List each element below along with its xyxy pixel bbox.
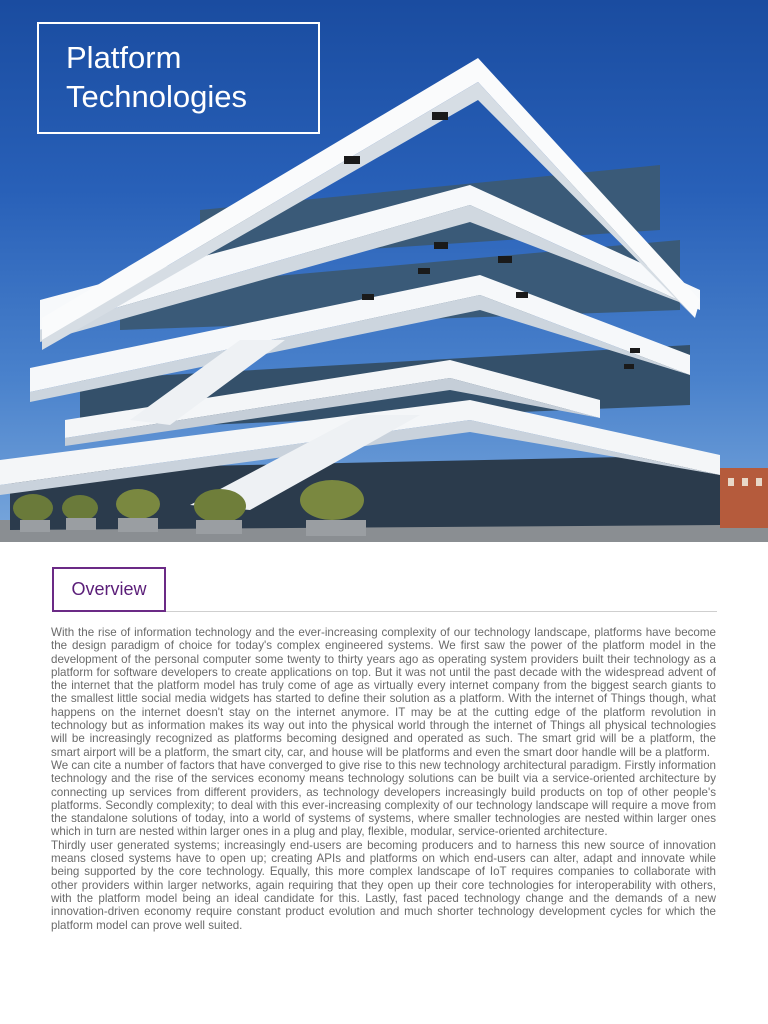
paragraph: Thirdly user generated systems; increasingly end-users are becoming producers and to harness this new source of innovation means closed systems have to open up; creating APIs and platforms on which end-users can alter, adapt and innovate while being supported by the core technology. Equally, this more complex landscape of IoT requires companies to collaborate with other providers within larger networks, again requiring that they open up their core technologies for interoperability with others, with the platform model being an ideal candidate for this. Lastly, fast paced technology change and the demands of a new innovation-driven economy require constant product evolution and much shorter technology development cycles for which the platform model can prove well suited.	[51, 838, 716, 932]
title-box	[37, 22, 320, 134]
divider	[166, 611, 717, 612]
paragraph: We can cite a number of factors that have converged to give rise to this new technology architectural paradigm. Firstly information technology and the rise of the services economy means technology solutions can be built via a service-oriented architecture by connecting up services from different providers, as technology developers increasingly build products on top of other people's platforms. Secondly complexity; to deal with this ever-increasing complexity of our technology landscape will require a move from the standalone solutions of today, into a world of systems of systems, where smaller technologies are nested within larger ones which in turn are nested within larger ones in a plug and play, flexible, modular, service-oriented architecture.	[51, 758, 716, 839]
overview-body	[51, 626, 716, 932]
page-title-line1: Platform	[66, 40, 182, 75]
paragraph: With the rise of information technology and the ever-increasing complexity of our technology landscape, platforms have become the design paradigm of choice for today's complex engineered systems. We first saw the power of the platform model in the development of the personal computer some twenty to thirty years ago as operating system providers built their technology as a platform for software developers to create applications on top. But it was not until the past decade with the widespread advent of the internet that the platform model has truly come of age as virtually every internet company from the biggest search giants to the smallest little social media widgets has started to define their solution as a platform. With the internet of Things though, what happens on the internet doesn't stay on the internet anymore. IT may be at the cutting edge of the platform revolution in technology but as information makes its way out into the physical world through the internet of Things all physical technologies will be increasingly recognized as platforms becoming designed and operated as such. The smart grid will be a platform, the smart airport will be a platform, the smart city, car, and house will be platforms and even the smart door handle will be a platform.	[51, 626, 716, 759]
page-title-line2: Technologies	[66, 79, 247, 114]
section-heading: Overview	[52, 567, 166, 612]
